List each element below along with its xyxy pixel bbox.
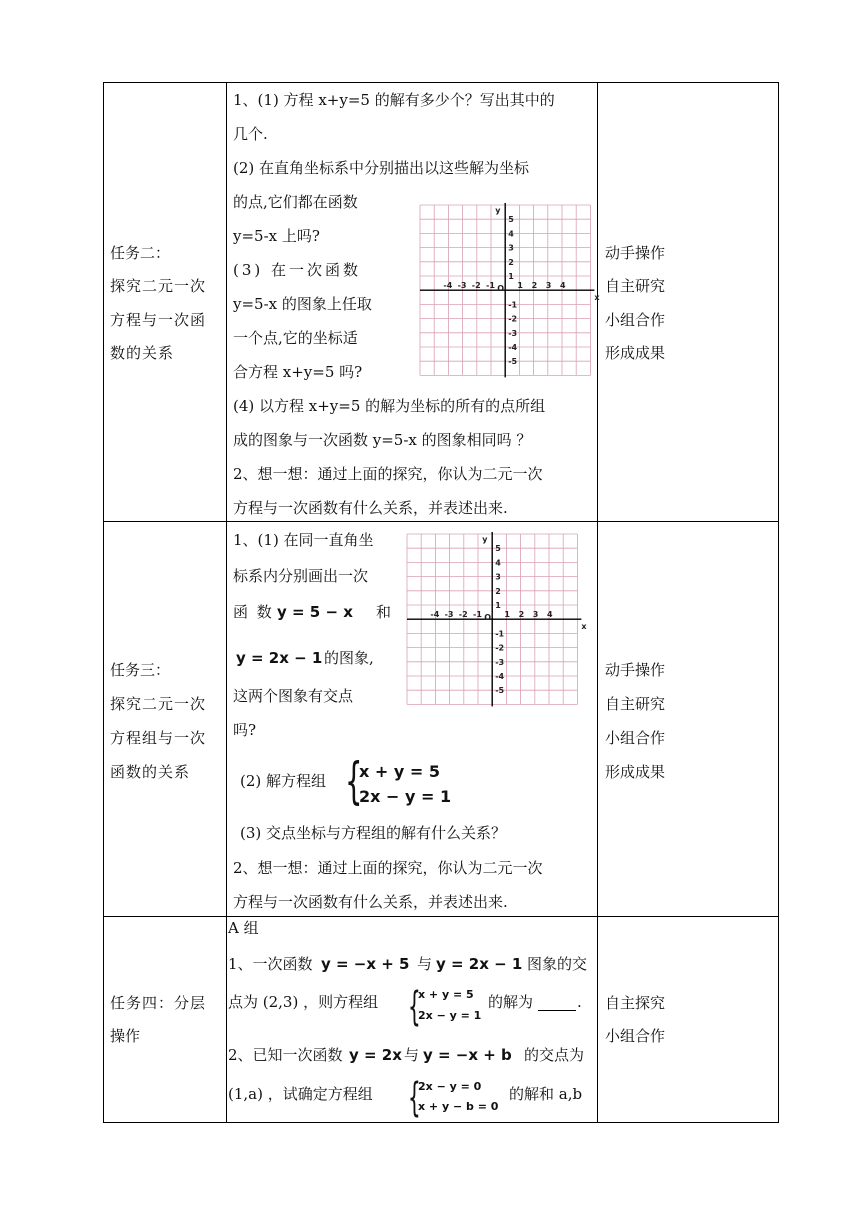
equation: x + y = 5 <box>418 988 474 1001</box>
task-line: 探究二元一次 <box>110 277 207 295</box>
content-line: 合方程 x+y=5 吗? <box>233 363 363 381</box>
y-tick-label: -2 <box>495 643 505 653</box>
content-line: (4) 以方程 x+y=5 的解为坐标的所有的点所组 <box>233 397 546 415</box>
y-tick-label: 3 <box>495 572 501 582</box>
y-tick-label: 5 <box>495 544 501 554</box>
content-line: 的解为 <box>488 993 534 1011</box>
x-tick-label: 4 <box>560 281 566 291</box>
y-tick-label: 1 <box>508 272 514 281</box>
content-line: 成的图象与一次函数 y=5-x 的图象相同吗 ？ <box>233 431 532 449</box>
x-tick-label: 3 <box>532 610 539 620</box>
equation: x + y − b = 0 <box>418 1100 499 1113</box>
content-line: (2) 解方程组 <box>240 772 327 790</box>
content-line: 函 数 <box>233 603 274 621</box>
content-line: y=5-x 上吗? <box>233 227 320 245</box>
x-tick-label: 1 <box>504 610 510 620</box>
content-line: 与 <box>417 955 433 973</box>
content-line: (3) 在一次函数 <box>233 261 362 279</box>
content-line: 2、想一想：通过上面的探究，你认为二元一次 <box>233 859 543 877</box>
y-tick-label: -4 <box>495 672 505 681</box>
x-tick-label: 2 <box>531 281 538 291</box>
activity-item: 自主探究 <box>605 994 666 1012</box>
answer-blank <box>538 996 576 1011</box>
y-tick-label: 2 <box>508 257 514 267</box>
x-tick-label: -4 <box>443 281 453 291</box>
activity-item: 动手操作 <box>605 661 666 679</box>
x-tick-label: -1 <box>486 281 495 291</box>
activity-item: 小组合作 <box>605 311 666 329</box>
content-line: 几个. <box>233 125 268 143</box>
equation: y = 2x − 1 <box>236 649 323 667</box>
y-tick-label: -4 <box>508 343 518 352</box>
task-line: 数的关系 <box>110 344 175 362</box>
system-brace: { <box>345 752 363 810</box>
y-axis-label: y <box>482 535 488 544</box>
content-line: 这两个图象有交点 <box>233 687 354 705</box>
x-tick-label: -3 <box>444 610 454 620</box>
x-tick-label: 4 <box>547 610 553 620</box>
y-tick-label: -3 <box>508 328 518 338</box>
content-line: 方程与一次函数有什么关系，并表述出来. <box>233 893 508 911</box>
y-tick-label: -3 <box>495 657 505 667</box>
task-line: 函数的关系 <box>110 763 191 781</box>
equation: y = −x + 5 <box>321 955 410 973</box>
content-line: 与 <box>404 1046 420 1064</box>
equation: y = 2x <box>349 1046 402 1064</box>
table-border-row2 <box>103 521 778 522</box>
content-line: y=5-x 的图象上任取 <box>233 295 372 313</box>
x-tick-label: -1 <box>473 610 482 620</box>
content-line: 的解和 a,b <box>509 1085 583 1103</box>
activity-item: 小组合作 <box>605 729 666 747</box>
content-line: 和 <box>376 603 392 621</box>
content-line: 1、(1) 在同一直角坐 <box>233 531 374 549</box>
content-line: 的图象, <box>324 649 374 667</box>
coordinate-grid-1 <box>420 205 600 375</box>
content-line: 标系内分别画出一次 <box>233 567 369 585</box>
y-tick-label: 4 <box>495 558 501 568</box>
y-axis-label: y <box>495 206 501 215</box>
content-line: 的交点为 <box>524 1046 585 1064</box>
activity-item: 形成成果 <box>605 763 666 781</box>
coordinate-grid-2 <box>407 534 587 704</box>
coordinate-grid-svg <box>407 534 587 704</box>
equation: y = 5 − x <box>277 603 353 621</box>
task-line: 探究二元一次 <box>110 695 207 713</box>
y-tick-label: -1 <box>508 300 518 310</box>
y-tick-label: -1 <box>495 629 505 639</box>
x-tick-label: -2 <box>471 281 481 291</box>
x-axis-label: x <box>581 622 587 632</box>
y-tick-label: 2 <box>495 586 501 596</box>
table-border-left <box>103 82 104 1123</box>
activity-item: 自主研究 <box>605 277 666 295</box>
content-line: 吗? <box>233 721 257 739</box>
x-tick-label: 2 <box>518 610 525 620</box>
table-border-row3 <box>103 916 778 917</box>
y-tick-label: 5 <box>508 215 514 225</box>
x-tick-label: -4 <box>430 610 440 620</box>
content-line: 1、一次函数 <box>228 955 313 973</box>
content-line: . <box>577 993 582 1011</box>
table-border-right <box>778 82 779 1123</box>
content-line: 图象的交 <box>527 955 588 973</box>
equation: 2x − y = 1 <box>359 787 452 806</box>
origin-label: O <box>497 284 505 294</box>
content-line: 点为 (2,3) ，则方程组 <box>228 993 379 1011</box>
equation: y = −x + b <box>423 1046 512 1064</box>
y-tick-label: -5 <box>495 686 505 696</box>
group-label: A 组 <box>228 919 259 937</box>
table-border-col2 <box>597 82 598 1123</box>
y-tick-label: 4 <box>508 229 514 239</box>
content-line: (1,a) ，试确定方程组 <box>228 1085 373 1103</box>
content-line: 1、(1) 方程 x+y=5 的解有多少个？写出其中的 <box>233 91 555 109</box>
coordinate-grid-svg <box>420 205 600 375</box>
table-border-bottom <box>103 1122 778 1123</box>
x-axis-label: x <box>594 293 600 303</box>
activity-item: 形成成果 <box>605 344 666 362</box>
equation: 2x − y = 1 <box>418 1009 482 1022</box>
table-border-col1 <box>226 82 227 1123</box>
activity-item: 小组合作 <box>605 1027 666 1045</box>
task-line: 操作 <box>110 1027 141 1045</box>
task-line: 方程组与一次 <box>110 729 207 747</box>
content-line: 方程与一次函数有什么关系，并表述出来. <box>233 499 508 517</box>
content-line: 2、已知一次函数 <box>228 1046 343 1064</box>
origin-label: O <box>484 613 492 623</box>
system-brace: { <box>408 1075 421 1121</box>
y-tick-label: -5 <box>508 357 518 367</box>
task-line: 任务二： <box>110 244 171 262</box>
y-tick-label: 3 <box>508 243 514 253</box>
content-line: 的点,它们都在函数 <box>233 193 358 211</box>
content-line: 一个点,它的坐标适 <box>233 329 358 347</box>
x-tick-label: -3 <box>457 281 467 291</box>
y-tick-label: -2 <box>508 314 518 324</box>
task-line: 任务四：分层 <box>110 994 207 1012</box>
task-line: 方程与一次函 <box>110 311 207 329</box>
table-border-top <box>103 82 778 83</box>
system-brace: { <box>408 984 421 1030</box>
y-tick-label: 1 <box>495 601 501 610</box>
x-tick-label: -2 <box>458 610 468 620</box>
content-line: (2) 在直角坐标系中分别描出以这些解为坐标 <box>233 159 530 177</box>
content-line: (3) 交点坐标与方程组的解有什么关系？ <box>240 824 507 842</box>
content-line: 2、想一想：通过上面的探究，你认为二元一次 <box>233 465 543 483</box>
task-line: 任务三： <box>110 661 171 679</box>
equation: 2x − y = 0 <box>418 1080 482 1093</box>
activity-item: 动手操作 <box>605 244 666 262</box>
x-tick-label: 3 <box>545 281 552 291</box>
equation: x + y = 5 <box>359 762 440 781</box>
x-tick-label: 1 <box>517 281 523 291</box>
equation: y = 2x − 1 <box>436 955 523 973</box>
activity-item: 自主研究 <box>605 695 666 713</box>
